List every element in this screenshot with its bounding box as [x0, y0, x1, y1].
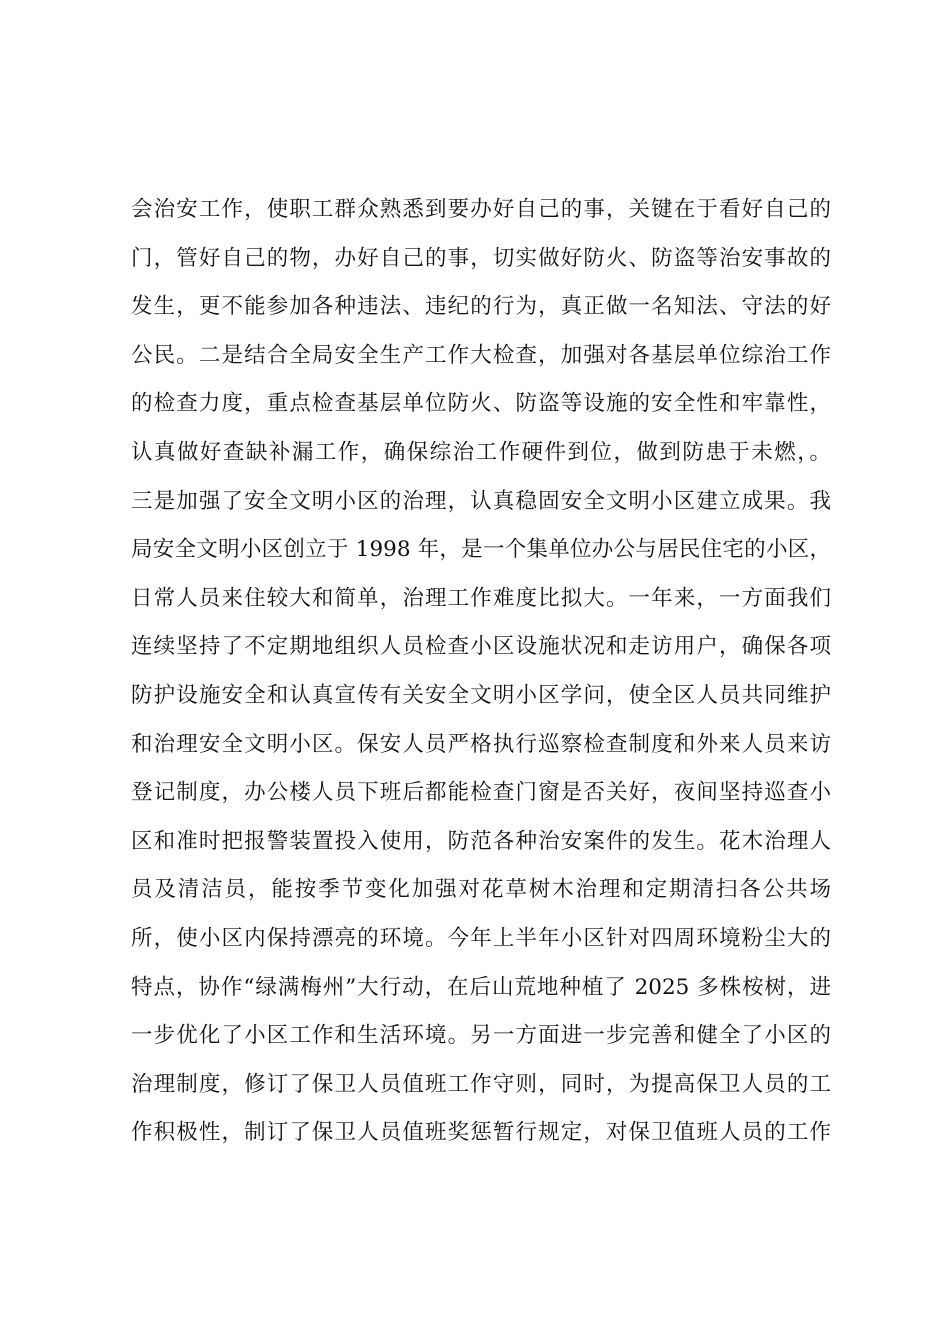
text-line-13: 登记制度，办公楼人员下班后都能检查门窗是否关好，夜间坚持巡查小 — [131, 780, 831, 806]
text-line-15: 员及清洁员，能按季节变化加强对花草树木治理和定期清扫各公共场 — [131, 877, 831, 903]
text-line-9: 日常人员来住较大和简单，治理工作难度比拟大。一年来，一方面我们 — [131, 585, 831, 611]
text-line-3: 发生，更不能参加各种违法、违纪的行为，真正做一名知法、守法的好 — [131, 294, 831, 320]
text-line-19: 治理制度，修订了保卫人员值班工作守则，同时，为提高保卫人员的工 — [131, 1071, 831, 1097]
text-line-17: 特点，协作“绿满梅州”大行动，在后山荒地种植了 2025 多株桉树，进 — [131, 974, 831, 1000]
text-line-20: 作积极性，制订了保卫人员值班奖惩暂行规定，对保卫值班人员的工作 — [131, 1120, 831, 1146]
text-line-7: 三是加强了安全文明小区的治理，认真稳固安全文明小区建立成果。我 — [131, 488, 831, 514]
text-line-5: 的检查力度，重点检查基层单位防火、防盗等设施的安全性和牢靠性， — [131, 391, 831, 417]
text-line-12: 和治理安全文明小区。保安人员严格执行巡察检查制度和外来人员来访 — [131, 731, 831, 757]
text-line-4: 公民。二是结合全局安全生产工作大检查，加强对各基层单位综治工作 — [131, 342, 831, 368]
text-line-1: 会治安工作，使职工群众熟悉到要办好自己的事，关键在于看好自己的 — [131, 197, 831, 222]
text-line-6: 认真做好查缺补漏工作，确保综治工作硬件到位，做到防患于未燃，。 — [131, 439, 831, 465]
text-line-14: 区和准时把报警装置投入使用，防范各种治安案件的发生。花木治理人 — [131, 828, 831, 854]
text-line-8: 局安全文明小区创立于 1998 年，是一个集单位办公与居民住宅的小区， — [131, 537, 831, 563]
text-line-10: 连续坚持了不定期地组织人员检查小区设施状况和走访用户，确保各项 — [131, 634, 831, 660]
text-line-2: 门，管好自己的物，办好自己的事，切实做好防火、防盗等治安事故的 — [131, 245, 831, 271]
text-line-11: 防护设施安全和认真宣传有关安全文明小区学问，使全区人员共同维护 — [131, 682, 831, 708]
text-line-16: 所，使小区内保持漂亮的环境。今年上半年小区针对四周环境粉尘大的 — [131, 925, 831, 951]
text-line-18: 一步优化了小区工作和生活环境。另一方面进一步完善和健全了小区的 — [131, 1023, 831, 1049]
body-paragraph — [131, 186, 831, 1158]
